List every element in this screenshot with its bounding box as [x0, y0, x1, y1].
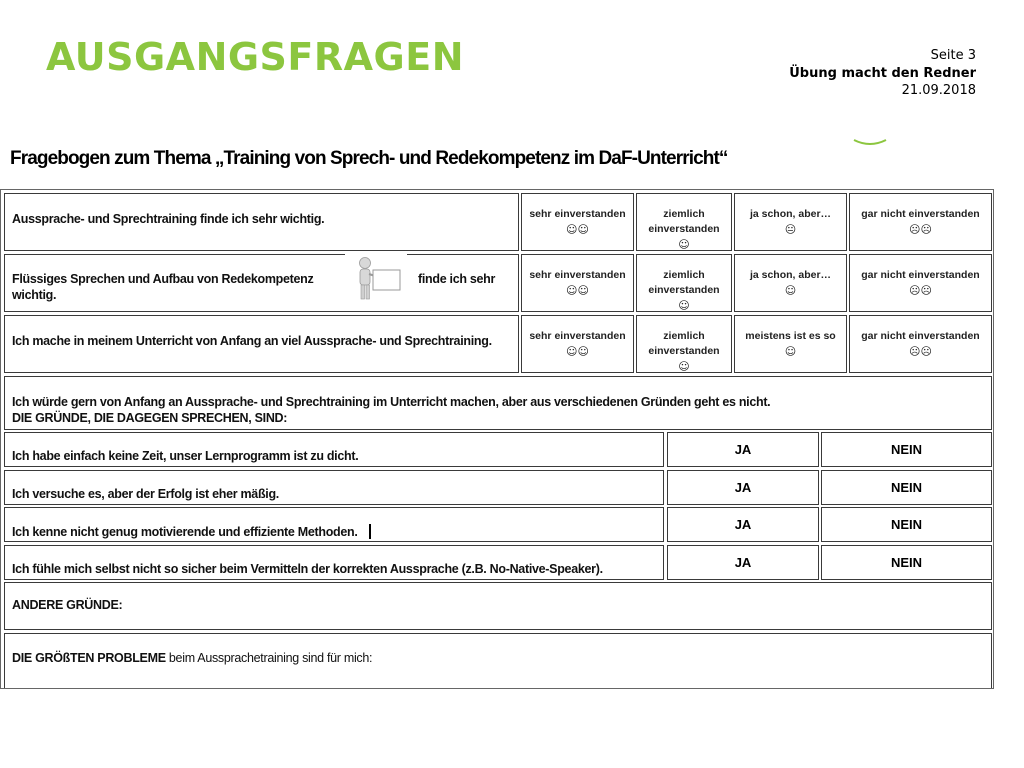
rating-option[interactable] [849, 254, 992, 312]
slide-meta [789, 47, 976, 100]
option-label: sehr einverstanden [529, 208, 626, 220]
yes-option[interactable]: JA [667, 507, 819, 542]
rating-question-text: Ich mache in meinem Unterricht von Anfang an viel Aussprache- und Sprechtraining. [12, 334, 492, 348]
rating-option[interactable] [636, 315, 732, 373]
reason-text: Ich kenne nicht genug motivierende und effiziente Methoden. [12, 525, 358, 539]
reason-row [4, 432, 664, 467]
option-label: ja schon, aber… [749, 208, 832, 220]
problems-field[interactable] [4, 633, 992, 689]
yes-option[interactable]: JA [667, 470, 819, 505]
rating-question [4, 193, 519, 251]
option-label: gar nicht einverstanden [861, 330, 980, 342]
form-title: Fragebogen zum Thema „Training von Sprech- und Redekompetenz im DaF-Unterricht“ [10, 148, 728, 169]
rating-question-text: finde ich sehr [418, 272, 496, 286]
no-option[interactable]: NEIN [821, 545, 992, 580]
deck-title: Übung macht den Redner [789, 65, 976, 81]
rating-option[interactable] [636, 193, 732, 251]
problems-label-rest: beim Aussprachetraining sind für mich: [165, 651, 373, 665]
smiley-icon: ☺☺ [566, 284, 589, 297]
smiley-icon: ☺☺ [566, 345, 589, 358]
presenter-figure-icon [345, 254, 407, 306]
smiley-icon: ☺ [784, 284, 797, 297]
option-label: ziemlich einverstanden [648, 330, 720, 357]
option-label: gar nicht einverstanden [861, 208, 980, 220]
problems-label-bold: DIE GRÖßTEN PROBLEME [12, 651, 166, 665]
frown-icon: ☹☹ [909, 284, 932, 297]
other-reasons-label: ANDERE GRÜNDE: [12, 598, 123, 612]
no-option[interactable]: NEIN [821, 507, 992, 542]
reason-text: Ich versuche es, aber der Erfolg ist eher mäßig. [12, 487, 279, 501]
rating-option[interactable] [521, 254, 634, 312]
rating-option[interactable] [849, 315, 992, 373]
neutral-face-icon: 😐 [784, 223, 797, 236]
frown-icon: ☹☹ [909, 223, 932, 236]
reason-row [4, 545, 664, 580]
yes-option[interactable]: JA [667, 432, 819, 467]
smiley-icon: ☺☺ [566, 223, 589, 236]
rating-question-text: Aussprache- und Sprechtraining finde ich sehr wichtig. [12, 212, 325, 226]
reason-row [4, 470, 664, 505]
questionnaire-table [0, 189, 994, 689]
rating-question [4, 254, 519, 312]
swoosh-icon [852, 138, 888, 148]
rating-option[interactable] [734, 315, 847, 373]
reason-row [4, 507, 664, 542]
rating-question-text: Flüssiges Sprechen und Aufbau von Redekompetenz [12, 272, 314, 286]
option-label: ziemlich einverstanden [648, 269, 720, 296]
slide-date: 21.09.2018 [901, 83, 976, 98]
smiley-icon: ☺ [678, 360, 690, 373]
reasons-intro-text: Ich würde gern von Anfang an Aussprache- und Sprechtraining im Unterricht machen, aber aus verschiedenen Gründen geht es nicht. [12, 395, 771, 409]
no-option[interactable]: NEIN [821, 470, 992, 505]
rating-question [4, 315, 519, 373]
frown-icon: ☹☹ [909, 345, 932, 358]
rating-option[interactable] [734, 254, 847, 312]
option-label: meistens ist es so [745, 330, 836, 342]
option-label: sehr einverstanden [529, 269, 626, 281]
rating-question-text: wichtig. [12, 288, 57, 302]
rating-option[interactable] [521, 193, 634, 251]
option-label: ja schon, aber… [749, 269, 832, 281]
page-number: Seite 3 [930, 48, 976, 63]
no-option[interactable]: NEIN [821, 432, 992, 467]
smiley-icon: ☺ [678, 238, 690, 251]
text-cursor [369, 524, 371, 539]
reason-text: Ich fühle mich selbst nicht so sicher beim Vermitteln der korrekten Aussprache (z.B. No-Native-Speaker). [12, 562, 603, 576]
option-label: gar nicht einverstanden [861, 269, 980, 281]
smiley-icon: ☺ [678, 299, 690, 312]
option-label: ziemlich einverstanden [648, 208, 720, 235]
other-reasons-field[interactable] [4, 582, 992, 630]
rating-option[interactable] [734, 193, 847, 251]
reason-text: Ich habe einfach keine Zeit, unser Lernprogramm ist zu dicht. [12, 449, 359, 463]
rating-option[interactable] [636, 254, 732, 312]
option-label: sehr einverstanden [529, 330, 626, 342]
rating-option[interactable] [849, 193, 992, 251]
smiley-icon: ☺ [784, 345, 797, 358]
yes-option[interactable]: JA [667, 545, 819, 580]
rating-option[interactable] [521, 315, 634, 373]
reasons-heading: DIE GRÜNDE, DIE DAGEGEN SPRECHEN, SIND: [12, 411, 288, 425]
reasons-intro [4, 376, 992, 430]
slide-title: AUSGANGSFRAGEN [46, 35, 465, 79]
